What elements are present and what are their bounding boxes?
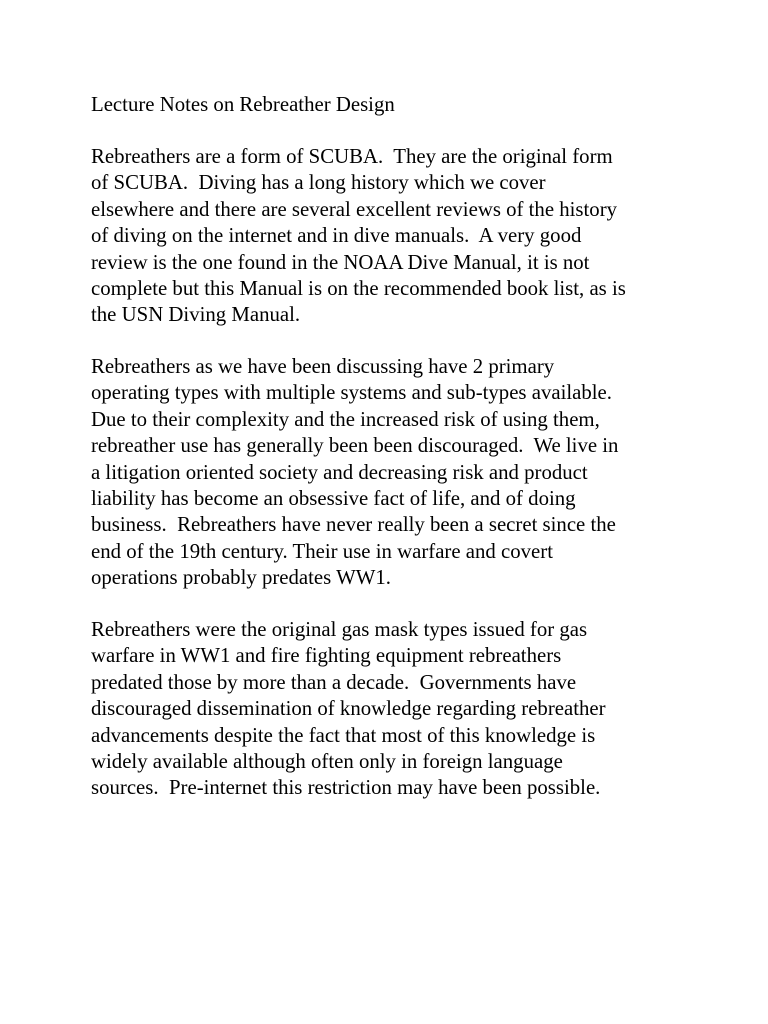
- paragraph-line: elsewhere and there are several excellent reviews of the history: [91, 197, 618, 221]
- paragraph-line: end of the 19th century. Their use in warfare and covert: [91, 539, 553, 563]
- paragraph-line: sources. Pre-internet this restriction may have been possible.: [91, 776, 601, 800]
- paragraph-line: a litigation oriented society and decreasing risk and product: [91, 460, 588, 484]
- paragraph-line: liability has become an obsessive fact of life, and of doing: [91, 486, 576, 510]
- paragraph-line: widely available although often only in foreign language: [91, 749, 563, 773]
- paragraph-line: advancements despite the fact that most of this knowledge is: [91, 723, 596, 747]
- paragraph-line: discouraged dissemination of knowledge regarding rebreather: [91, 697, 606, 721]
- paragraph-line: rebreather use has generally been been discouraged. We live in: [91, 434, 619, 458]
- document-title: [91, 92, 691, 118]
- paragraph-line: Rebreathers are a form of SCUBA. They are the original form: [91, 145, 613, 168]
- paragraph-line: Rebreathers were the original gas mask types issued for gas: [91, 618, 588, 641]
- paragraph-line: Due to their complexity and the increased risk of using them,: [91, 407, 600, 431]
- paragraph-line: of SCUBA. Diving has a long history which we cover: [91, 171, 546, 195]
- paragraph-2: [91, 354, 691, 592]
- title-text: Lecture Notes on Rebreather Design: [91, 93, 395, 116]
- paragraph-line: business. Rebreathers have never really been a secret since the: [91, 513, 616, 537]
- paragraph-line: predated those by more than a decade. Governments have: [91, 670, 577, 694]
- paragraph-line: complete but this Manual is on the recommended book list, as is: [91, 276, 626, 300]
- paragraph-1: [91, 144, 691, 329]
- paragraph-line: review is the one found in the NOAA Dive Manual, it is not: [91, 250, 590, 274]
- paragraph-line: of diving on the internet and in dive manuals. A very good: [91, 224, 582, 248]
- paragraph-line: warfare in WW1 and fire fighting equipment rebreathers: [91, 644, 562, 668]
- paragraph-3: [91, 617, 691, 802]
- paragraph-line: operating types with multiple systems and sub-types available.: [91, 381, 612, 405]
- paragraph-line: Rebreathers as we have been discussing have 2 primary: [91, 355, 555, 378]
- paragraph-line: operations probably predates WW1.: [91, 566, 391, 590]
- paragraph-line: the USN Diving Manual.: [91, 303, 301, 327]
